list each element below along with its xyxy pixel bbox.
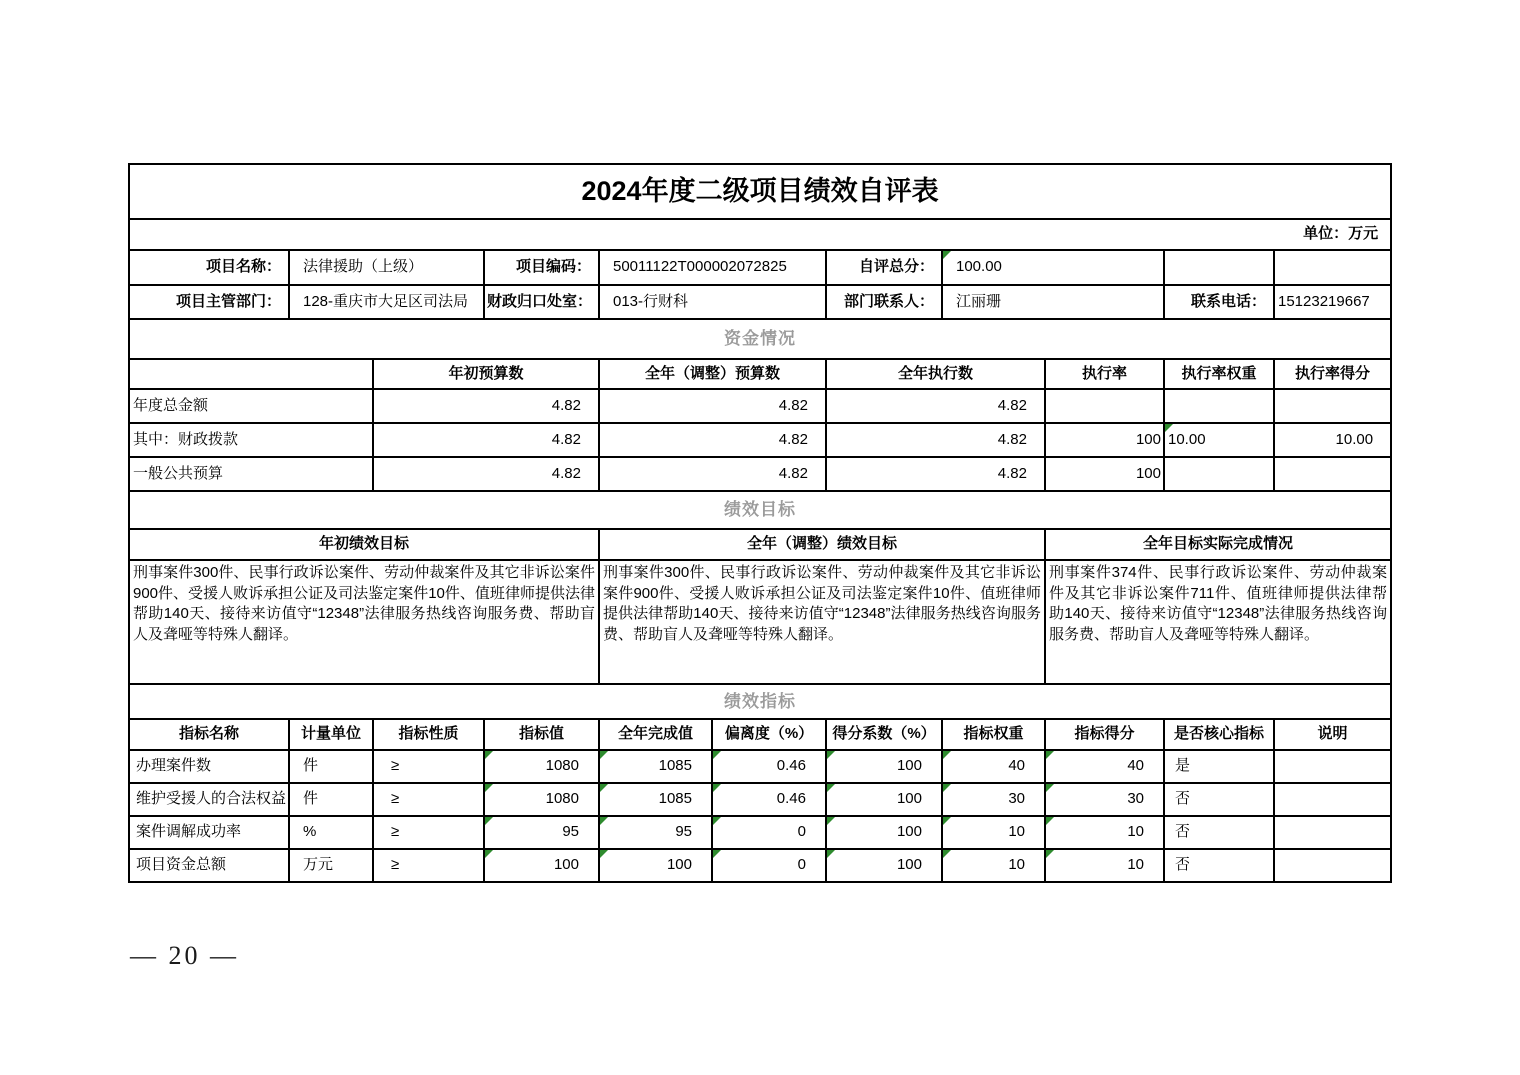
indicator-core-cell: 是	[1164, 750, 1274, 783]
funding-col-adjusted: 全年（调整）预算数	[599, 359, 826, 389]
indicator-coefficient-cell: 100	[826, 783, 942, 816]
project-name-value: 法律援助（上级）	[289, 250, 484, 285]
ind-col-nature: 指标性质	[373, 719, 484, 750]
goals-section-row	[129, 491, 1391, 529]
indicator-coefficient-cell: 100	[826, 816, 942, 849]
empty-corner-cell	[129, 359, 373, 389]
indicator-weight-cell: 10	[942, 849, 1045, 882]
indicators-section-row	[129, 684, 1391, 719]
indicator-target-cell: 100	[484, 849, 599, 882]
indicator-name-cell: 项目资金总额	[129, 849, 289, 882]
indicator-deviation-cell: 0.46	[712, 750, 826, 783]
funding-section-header: 资金情况	[129, 319, 1391, 359]
funding-col-initial: 年初预算数	[373, 359, 599, 389]
page-number: — 20 —	[130, 941, 239, 970]
page-title: 2024年度二级项目绩效自评表	[129, 164, 1391, 219]
funding-cell-rate-weight	[1164, 389, 1274, 423]
goals-header-row	[129, 529, 1391, 560]
empty-cell	[1274, 250, 1391, 285]
funding-cell-initial: 4.82	[373, 457, 599, 491]
indicator-name-cell: 维护受援人的合法权益	[129, 783, 289, 816]
unit-row	[129, 219, 1391, 250]
funding-cell-adjusted: 4.82	[599, 457, 826, 491]
indicator-nature-cell: ≥	[373, 750, 484, 783]
phone-label: 联系电话：	[1164, 285, 1274, 319]
funding-row-label: 年度总金额	[129, 389, 373, 423]
indicator-note-cell	[1274, 750, 1391, 783]
ind-col-coefficient: 得分系数（%）	[826, 719, 942, 750]
indicator-deviation-cell: 0	[712, 849, 826, 882]
indicators-header-row	[129, 719, 1391, 750]
funding-header-row	[129, 359, 1391, 389]
ind-col-completed: 全年完成值	[599, 719, 712, 750]
project-code-label: 项目编码：	[484, 250, 599, 285]
funding-cell-rate-score: 10.00	[1274, 423, 1391, 457]
indicator-row	[129, 849, 1391, 882]
self-score-value: 100.00	[942, 250, 1164, 285]
ind-col-note: 说明	[1274, 719, 1391, 750]
title-row	[129, 164, 1391, 219]
funding-cell-rate-score	[1274, 389, 1391, 423]
indicator-completed-cell: 1085	[599, 750, 712, 783]
indicators-section-header: 绩效指标	[129, 684, 1391, 719]
project-name-label: 项目名称：	[129, 250, 289, 285]
funding-cell-rate-weight: 10.00	[1164, 423, 1274, 457]
goals-initial-text: 刑事案件300件、民事行政诉讼案件、劳动仲裁案件及其它非诉讼案件900件、受援人败诉承担公证及司法鉴定案件10件、值班律师提供法律帮助140天、接待来访值守“12348”法律服务热线咨询服务费、帮助盲人及聋哑等特殊人翻译。	[129, 560, 599, 684]
funding-cell-rate	[1045, 389, 1164, 423]
indicator-unit-cell: 件	[289, 783, 373, 816]
funding-cell-executed: 4.82	[826, 457, 1045, 491]
funding-row-fiscal	[129, 423, 1391, 457]
funding-cell-adjusted: 4.82	[599, 423, 826, 457]
ind-col-unit: 计量单位	[289, 719, 373, 750]
indicator-score-cell: 40	[1045, 750, 1164, 783]
goals-col-actual: 全年目标实际完成情况	[1045, 529, 1391, 560]
funding-cell-rate: 100	[1045, 423, 1164, 457]
funding-row-public-budget	[129, 457, 1391, 491]
indicator-core-cell: 否	[1164, 783, 1274, 816]
funding-row-total	[129, 389, 1391, 423]
finance-office-value: 013-行财科	[599, 285, 826, 319]
ind-col-core: 是否核心指标	[1164, 719, 1274, 750]
indicator-weight-cell: 10	[942, 816, 1045, 849]
self-score-label: 自评总分：	[826, 250, 942, 285]
funding-col-executed: 全年执行数	[826, 359, 1045, 389]
indicator-target-cell: 1080	[484, 750, 599, 783]
funding-cell-executed: 4.82	[826, 423, 1045, 457]
goals-col-adjusted: 全年（调整）绩效目标	[599, 529, 1045, 560]
funding-cell-rate-weight	[1164, 457, 1274, 491]
indicator-note-cell	[1274, 849, 1391, 882]
contact-value: 江丽珊	[942, 285, 1164, 319]
indicator-nature-cell: ≥	[373, 783, 484, 816]
goals-adjusted-text: 刑事案件300件、民事行政诉讼案件、劳动仲裁案件及其它非诉讼案件900件、受援人败诉承担公证及司法鉴定案件10件、值班律师提供法律帮助140天、接待来访值守“12348”法律服务热线咨询服务费、帮助盲人及聋哑等特殊人翻译。	[599, 560, 1045, 684]
indicator-row	[129, 783, 1391, 816]
phone-value: 15123219667	[1274, 285, 1391, 319]
empty-cell	[1164, 250, 1274, 285]
indicator-name-cell: 案件调解成功率	[129, 816, 289, 849]
ind-col-score: 指标得分	[1045, 719, 1164, 750]
funding-col-rate: 执行率	[1045, 359, 1164, 389]
indicator-score-cell: 10	[1045, 849, 1164, 882]
funding-cell-initial: 4.82	[373, 389, 599, 423]
info-row-1	[129, 250, 1391, 285]
funding-cell-rate: 100	[1045, 457, 1164, 491]
funding-cell-initial: 4.82	[373, 423, 599, 457]
unit-note: 单位：万元	[129, 219, 1391, 250]
project-code-value: 50011122T000002072825	[599, 250, 826, 285]
indicator-target-cell: 1080	[484, 783, 599, 816]
indicator-coefficient-cell: 100	[826, 849, 942, 882]
indicator-target-cell: 95	[484, 816, 599, 849]
indicator-unit-cell: %	[289, 816, 373, 849]
info-row-2	[129, 285, 1391, 319]
goals-section-header: 绩效目标	[129, 491, 1391, 529]
indicator-score-cell: 10	[1045, 816, 1164, 849]
funding-row-label: 其中：财政拨款	[129, 423, 373, 457]
ind-col-deviation: 偏离度（%）	[712, 719, 826, 750]
indicator-weight-cell: 40	[942, 750, 1045, 783]
dept-label: 项目主管部门：	[129, 285, 289, 319]
ind-col-name: 指标名称	[129, 719, 289, 750]
indicator-weight-cell: 30	[942, 783, 1045, 816]
self-evaluation-table	[128, 163, 1392, 883]
finance-office-label: 财政归口处室：	[484, 285, 599, 319]
indicator-completed-cell: 100	[599, 849, 712, 882]
indicator-note-cell	[1274, 783, 1391, 816]
indicator-nature-cell: ≥	[373, 816, 484, 849]
indicator-note-cell	[1274, 816, 1391, 849]
contact-label: 部门联系人：	[826, 285, 942, 319]
ind-col-target: 指标值	[484, 719, 599, 750]
indicator-name-cell: 办理案件数	[129, 750, 289, 783]
funding-cell-rate-score	[1274, 457, 1391, 491]
indicator-unit-cell: 万元	[289, 849, 373, 882]
funding-col-rate-weight: 执行率权重	[1164, 359, 1274, 389]
goals-col-initial: 年初绩效目标	[129, 529, 599, 560]
funding-cell-executed: 4.82	[826, 389, 1045, 423]
dept-value: 128-重庆市大足区司法局	[289, 285, 484, 319]
funding-section-row	[129, 319, 1391, 359]
indicator-core-cell: 否	[1164, 816, 1274, 849]
indicator-row	[129, 750, 1391, 783]
funding-col-rate-score: 执行率得分	[1274, 359, 1391, 389]
indicator-completed-cell: 95	[599, 816, 712, 849]
indicator-core-cell: 否	[1164, 849, 1274, 882]
indicator-deviation-cell: 0.46	[712, 783, 826, 816]
goals-text-row	[129, 560, 1391, 684]
ind-col-weight: 指标权重	[942, 719, 1045, 750]
indicator-deviation-cell: 0	[712, 816, 826, 849]
indicator-completed-cell: 1085	[599, 783, 712, 816]
indicator-score-cell: 30	[1045, 783, 1164, 816]
indicator-row	[129, 816, 1391, 849]
indicator-nature-cell: ≥	[373, 849, 484, 882]
funding-cell-adjusted: 4.82	[599, 389, 826, 423]
funding-row-label: 一般公共预算	[129, 457, 373, 491]
indicator-unit-cell: 件	[289, 750, 373, 783]
indicator-coefficient-cell: 100	[826, 750, 942, 783]
goals-actual-text: 刑事案件374件、民事行政诉讼案件、劳动仲裁案件及其它非诉讼案件711件、值班律师提供法律帮助140天、接待来访值守“12348”法律服务热线咨询服务费、帮助盲人及聋哑等特殊人翻译。	[1045, 560, 1391, 684]
